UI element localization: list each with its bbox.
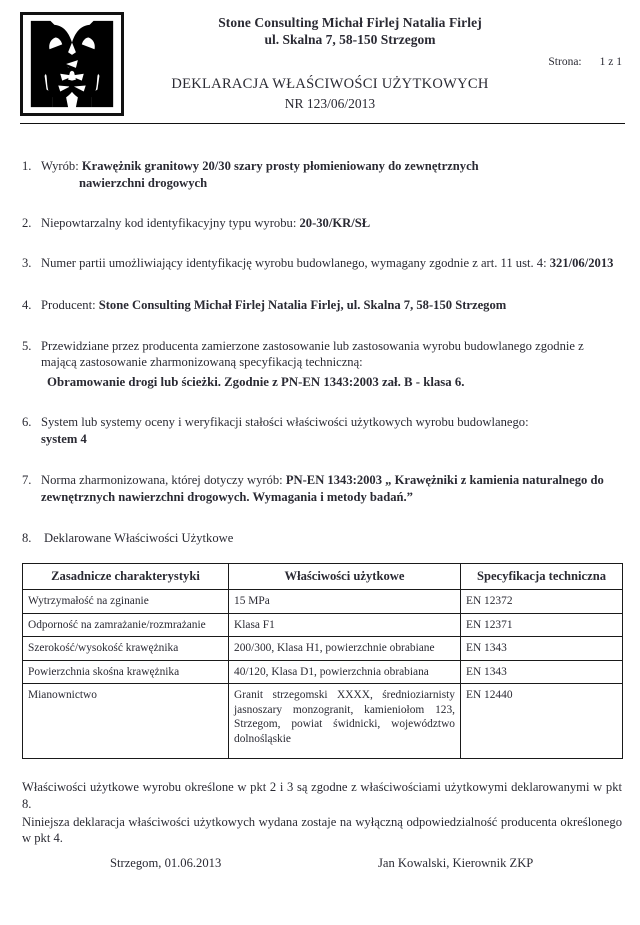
- clause-2: [22, 215, 618, 232]
- clause-1-value-line1: Krawężnik granitowy 20/30 szary prosty płomieniowany do zewnętrznych: [81, 159, 479, 173]
- clause-8-number: 8.: [22, 531, 32, 545]
- table-row: [23, 660, 623, 684]
- cell-specification: EN 12371: [461, 613, 623, 637]
- signature-place-date: Strzegom, 01.06.2013: [110, 856, 222, 870]
- cell-performance: Klasa F1: [229, 613, 461, 637]
- clause-6-label: System lub systemy oceny i weryfikacji stałości właściwości użytkowych wyrobu budowlanego:: [41, 415, 529, 429]
- table-header-specification: Specyfikacja techniczna: [461, 563, 623, 590]
- clause-4: [22, 297, 618, 314]
- document-number: NR 123/06/2013: [284, 96, 376, 111]
- cell-specification: EN 1343: [461, 637, 623, 661]
- table-row: [23, 637, 623, 661]
- table-header-characteristic: Zasadnicze charakterystyki: [23, 563, 229, 590]
- clause-8: [22, 530, 618, 547]
- clause-6: [22, 414, 618, 447]
- cell-characteristic: Powierzchnia skośna krawężnika: [23, 660, 229, 684]
- company-identity: [150, 14, 550, 48]
- clause-4-number: 4.: [22, 298, 32, 312]
- table-row: [23, 590, 623, 614]
- cell-specification: EN 1343: [461, 660, 623, 684]
- clause-5-label: Przewidziane przez producenta zamierzone zastosowanie lub zastosowania wyrobu budowlanego zgodnie z mającą zastosowanie zharmonizowaną specyfikacją techniczną:: [41, 338, 584, 369]
- page-label: Strona:: [548, 56, 582, 68]
- clause-2-value: 20-30/KR/SŁ: [299, 216, 371, 230]
- document-body: [0, 124, 640, 847]
- cell-performance: 40/120, Klasa D1, powierzchnia obrabiana: [229, 660, 461, 684]
- clause-3: [22, 255, 618, 272]
- table-header-performance: Właściwości użytkowe: [229, 563, 461, 590]
- clause-1-label: Wyrób:: [41, 159, 79, 173]
- clause-6-number: 6.: [22, 415, 32, 429]
- clause-4-value: Stone Consulting Michał Firlej Natalia Firlej, ul. Skalna 7, 58-150 Strzegom: [98, 298, 507, 312]
- document-header: [0, 0, 640, 124]
- clause-1-value-line2: nawierzchni drogowych: [79, 175, 208, 190]
- company-name: Stone Consulting Michał Firlej Natalia Firlej: [218, 15, 482, 30]
- clause-6-value: system 4: [41, 431, 87, 446]
- signature-signatory: Jan Kowalski, Kierownik ZKP: [378, 856, 534, 870]
- clause-7: [22, 472, 618, 505]
- clause-3-label: Numer partii umożliwiający identyfikację wyrobu budowlanego, wymagany zgodnie z art. 11 ust. 4:: [41, 255, 547, 270]
- cell-characteristic: Odporność na zamrażanie/rozmrażanie: [23, 613, 229, 637]
- document-title-block: [120, 74, 540, 114]
- clause-5-number: 5.: [22, 338, 32, 353]
- clause-1: [22, 158, 618, 191]
- page-value: 1 z 1: [599, 56, 622, 68]
- cell-specification: EN 12372: [461, 590, 623, 614]
- clause-2-number: 2.: [22, 216, 32, 230]
- clause-5: [22, 338, 618, 391]
- table-row: [23, 613, 623, 637]
- clause-3-value: 321/06/2013: [549, 255, 614, 270]
- page-indicator: [548, 56, 622, 68]
- clause-3-number: 3.: [22, 255, 32, 270]
- table-header-row: [23, 563, 623, 590]
- cell-performance: 15 MPa: [229, 590, 461, 614]
- clause-5-value: Obramowanie drogi lub ścieżki. Zgodnie z PN-EN 1343:2003 zał. B - klasa 6.: [47, 374, 465, 389]
- clause-1-number: 1.: [22, 159, 32, 173]
- cell-performance: 200/300, Klasa H1, powierzchnie obrabiane: [229, 637, 461, 661]
- closing-paragraph-2: Niniejsza deklaracja właściwości użytkowych wydana zostaje na wyłączną odpowiedzialność producenta określonego w pkt 4.: [22, 814, 622, 846]
- closing-statements: [22, 779, 622, 847]
- cell-characteristic: Mianownictwo: [23, 684, 229, 759]
- company-logo: [20, 12, 124, 116]
- clause-4-label: Producent:: [41, 298, 96, 312]
- cell-specification: EN 12440: [461, 684, 623, 759]
- table-row: [23, 684, 623, 759]
- cell-characteristic: Wytrzymałość na zginanie: [23, 590, 229, 614]
- cell-characteristic: Szerokość/wysokość krawężnika: [23, 637, 229, 661]
- cell-performance: Granit strzegomski XXXX, średnioziarnisty jasnoszary monzogranit, kamieniołom 123, Strzegom, powiat świdnicki, województwo dolnośląskie: [229, 684, 461, 759]
- clause-7-value: PN-EN 1343:2003 „ Krawężniki z kamienia naturalnego do zewnętrznych nawierzchni drogowych. Wymagania i metody badań.”: [41, 473, 604, 504]
- declared-performance-table: [22, 563, 623, 760]
- clause-7-label: Norma zharmonizowana, której dotyczy wyrób:: [41, 473, 283, 487]
- clause-7-number: 7.: [22, 473, 32, 487]
- clause-2-label: Niepowtarzalny kod identyfikacyjny typu wyrobu:: [41, 216, 297, 230]
- declared-performance-table-wrapper: [22, 563, 622, 760]
- closing-paragraph-1: Właściwości użytkowe wyrobu określone w pkt 2 i 3 są zgodne z właściwościami użytkowymi deklarowanymi w pkt 8.: [22, 780, 622, 811]
- clause-8-label: Deklarowane Właściwości Użytkowe: [44, 531, 234, 545]
- document-title: DEKLARACJA WŁAŚCIWOŚCI UŻYTKOWYCH: [171, 76, 489, 92]
- company-address: ul. Skalna 7, 58-150 Strzegom: [264, 32, 436, 47]
